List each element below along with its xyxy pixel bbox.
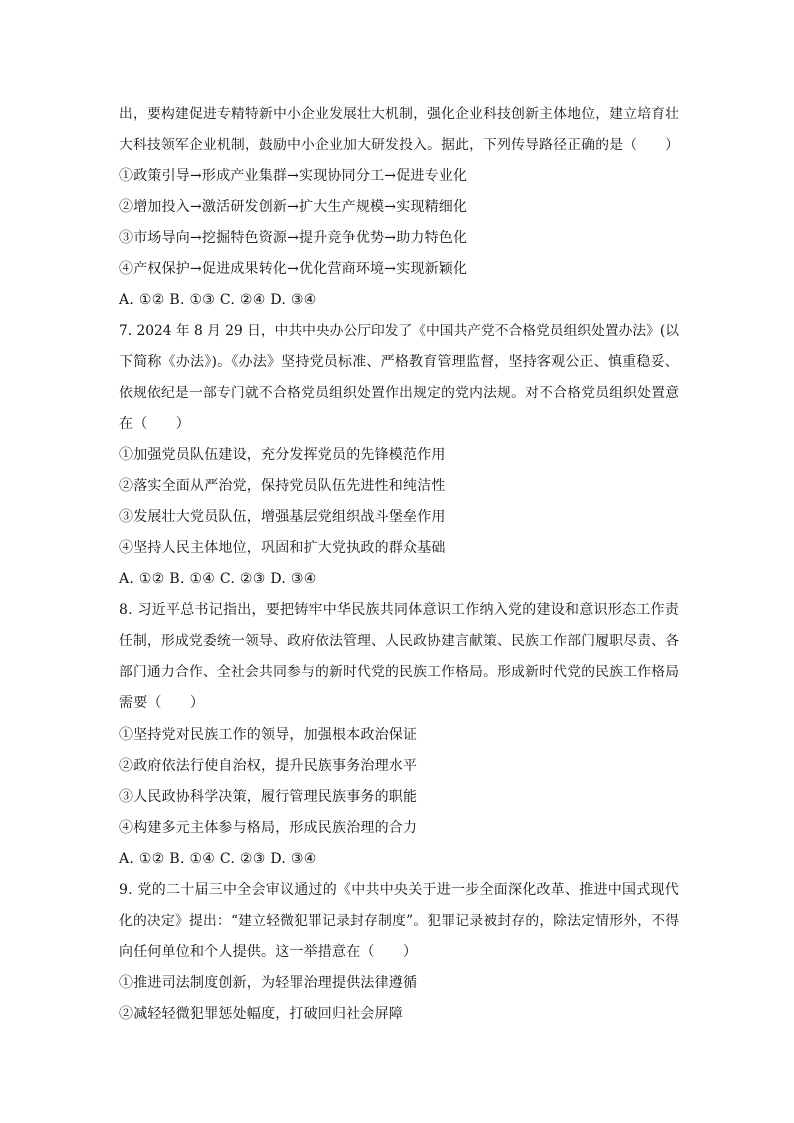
q7-stem-line-2: 下简称《办法》)。《办法》坚持党员标准、严格教育管理监督，坚持客观公正、慎重稳妥、 [119, 354, 679, 370]
q9-stem-line-2: 化的决定》提出：“建立轻微犯罪记录封存制度”。犯罪记录被封存的，除法定情形外，不得 [119, 913, 679, 929]
q7-statement-2: ②落实全面从严治党，保持党员队伍先进性和纯洁性 [119, 478, 446, 494]
q6-options: A. ①② B. ①③ C. ②④ D. ③④ [119, 292, 317, 308]
q6-statement-3: ③市场导向→挖掘特色资源→提升竞争优势→助力特色化 [119, 230, 468, 246]
q9-statement-1: ①推进司法制度创新，为轻罪治理提供法律遵循 [119, 975, 418, 991]
q8-statement-4: ④构建多元主体参与格局，形成民族治理的合力 [119, 820, 418, 836]
q6-statement-2: ②增加投入→激活研发创新→扩大生产规模→实现精细化 [119, 199, 468, 215]
q8-stem-line-3: 部门通力合作、全社会共同参与的新时代党的民族工作格局。形成新时代党的民族工作格局 [119, 664, 679, 680]
q7-options: A. ①② B. ①④ C. ②③ D. ③④ [119, 571, 317, 587]
q7-statement-4: ④坚持人民主体地位，巩固和扩大党执政的群众基础 [119, 540, 446, 556]
q8-stem-line-4: 需要（ ） [119, 695, 205, 711]
q8-statement-1: ①坚持党对民族工作的领导，加强根本政治保证 [119, 727, 418, 743]
q7-stem-line-3: 依规依纪是一部专门就不合格党员组织处置作出规定的党内法规。对不合格党员组织处置意 [119, 385, 679, 401]
q8-options: A. ①② B. ①④ C. ②③ D. ③④ [119, 851, 317, 867]
q6-statement-4: ④产权保护→促进成果转化→优化营商环境→实现新颖化 [119, 261, 468, 277]
q6-stem-line-1: 出，要构建促进专精特新中小企业发展壮大机制，强化企业科技创新主体地位，建立培育壮 [119, 106, 679, 122]
q8-statement-2: ②政府依法行使自治权，提升民族事务治理水平 [119, 758, 418, 774]
q9-stem-line-1: 9. 党的二十届三中全会审议通过的《中共中央关于进一步全面深化改革、推进中国式现代 [119, 882, 679, 898]
q9-statement-2: ②减轻轻微犯罪惩处幅度，打破回归社会屏障 [119, 1006, 403, 1022]
q7-statement-1: ①加强党员队伍建设，充分发挥党员的先锋模范作用 [119, 447, 446, 463]
q8-stem-line-1: 8. 习近平总书记指出，要把铸牢中华民族共同体意识工作纳入党的建设和意识形态工作责 [119, 602, 679, 618]
q7-stem-line-1: 7. 2024 年 8 月 29 日，中共中央办公厅印发了《中国共产党不合格党员组织处置办法》(以 [119, 323, 679, 339]
q8-stem-line-2: 任制，形成党委统一领导、政府依法管理、人民政协建言献策、民族工作部门履职尽责、各 [119, 633, 679, 649]
q6-statement-1: ①政策引导→形成产业集群→实现协同分工→促进专业化 [119, 168, 468, 184]
q9-stem-line-3: 向任何单位和个人提供。这一举措意在（ ） [119, 944, 418, 960]
q7-stem-line-4: 在（ ） [119, 416, 190, 432]
q6-stem-line-2: 大科技领军企业机制，鼓励中小企业加大研发投入。据此，下列传导路径正确的是（ ） [119, 137, 679, 153]
q8-statement-3: ③人民政协科学决策，履行管理民族事务的职能 [119, 789, 418, 805]
q7-statement-3: ③发展壮大党员队伍，增强基层党组织战斗堡垒作用 [119, 509, 446, 525]
